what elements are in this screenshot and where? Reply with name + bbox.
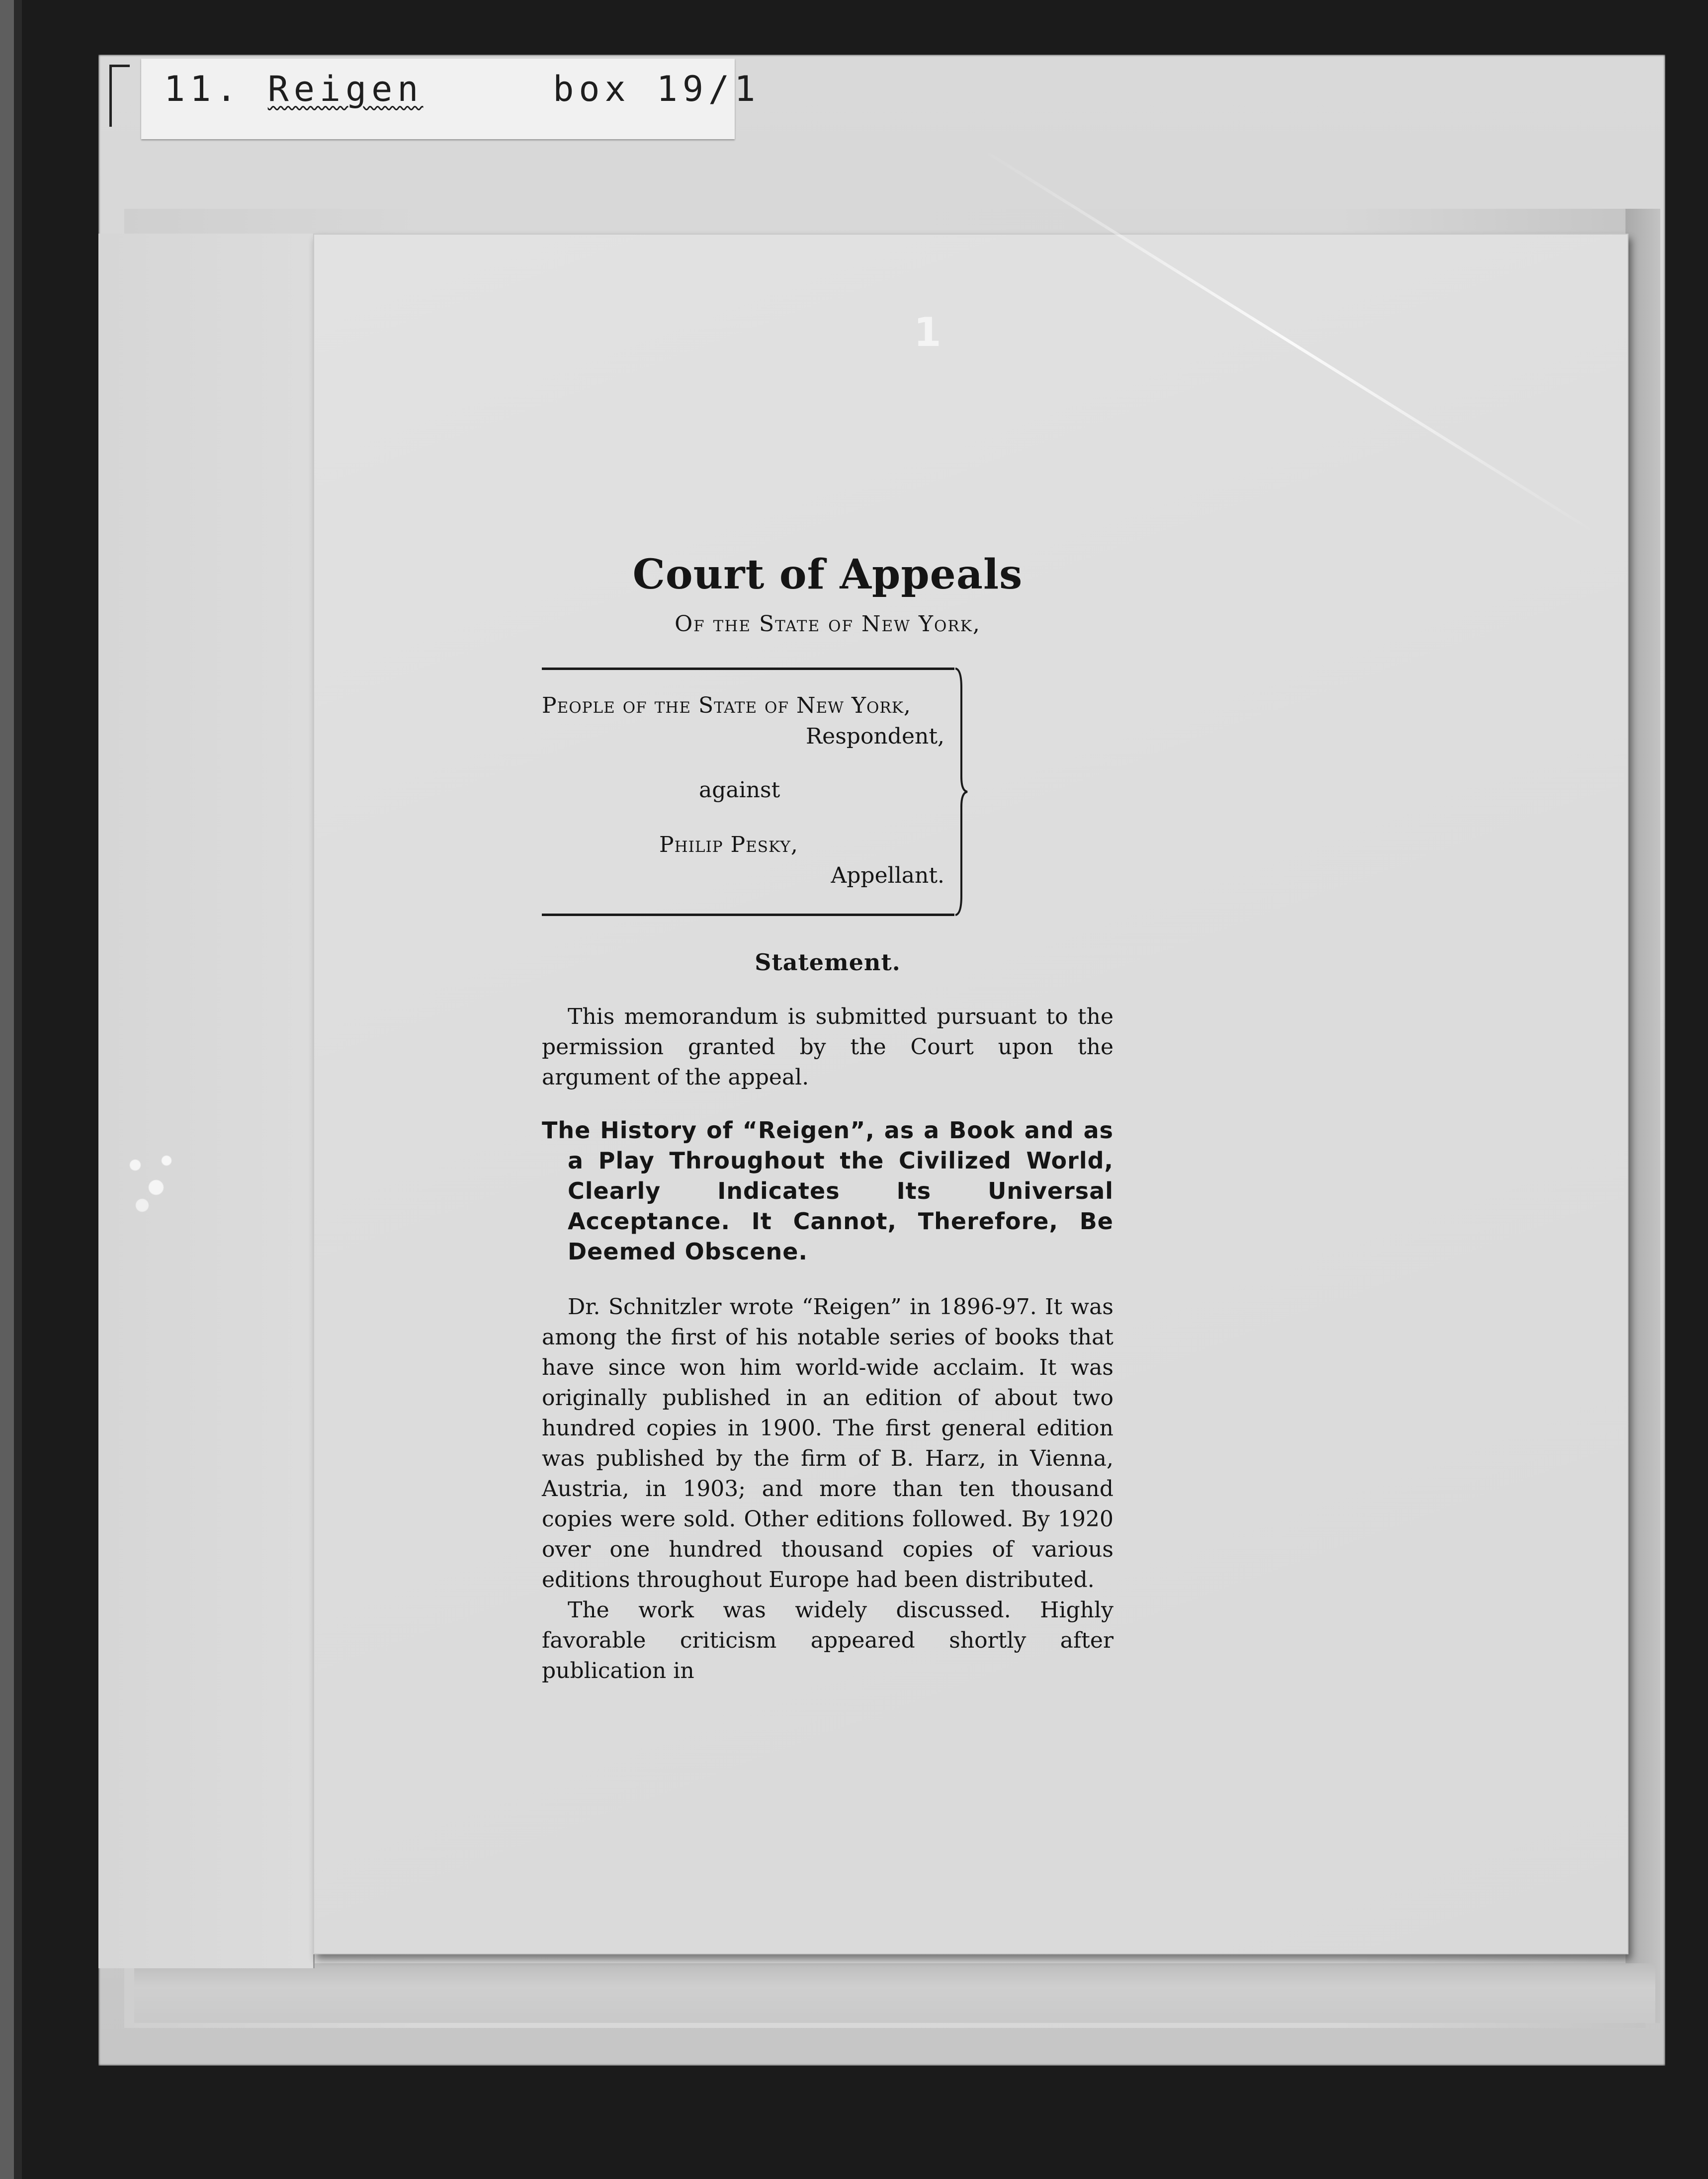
state-subtitle: Of the State of New York, (675, 611, 981, 637)
folder-label (164, 69, 760, 109)
underlying-sheet-edge (98, 234, 315, 1968)
label-title: Reigen (267, 69, 424, 109)
court-title: Court of Appeals (632, 551, 1023, 598)
case-caption (542, 668, 954, 916)
statement-heading: Statement. (755, 949, 901, 976)
caption-respondent: Respondent, (806, 724, 944, 749)
page-number: 1 (914, 309, 941, 355)
film-edge-left (0, 0, 14, 2179)
caption-defendant: Philip Pesky, (659, 832, 798, 857)
intro-paragraph: This memorandum is submitted pursuant to the permission granted by the Court upon the argument of the appeal. (542, 1004, 1113, 1090)
caption-appellant: Appellant. (831, 863, 944, 888)
section-heading: The History of “Reigen”, as a Book and as a Play Throughout the Civilized World, Clearly Indicates Its Universal Acceptance. It Cannot, Therefore, Be Deemed Obscene. (542, 1117, 1113, 1265)
document-body (542, 532, 1113, 1686)
caption-people: People of the State of New York, (542, 693, 911, 718)
film-edge-left-dark (14, 0, 22, 2179)
label-corner-mark (109, 65, 130, 127)
label-box: box 19/1 (553, 69, 761, 109)
film-spots (114, 1138, 184, 1228)
folder-bottom-band (134, 1963, 1655, 2023)
history-paragraph: Dr. Schnitzler wrote “Reigen” in 1896-97. It was among the first of his notable series of books that have since won him world-wide acclaim. It was originally published in an edition of about two hundred copies in 1900. The first general edition was published by the firm of B. Harz, in Vienna, Austria, in 1903; and more than ten thousand copies were sold. Other editions followed. By 1920 over one hundred thousand copies of various editions throughout Europe had been distributed. (542, 1294, 1113, 1592)
folder-right-band (1625, 209, 1660, 2023)
caption-brace-icon (954, 668, 968, 916)
label-number: 11. (164, 69, 242, 109)
caption-against: against (699, 777, 780, 803)
discussion-paragraph: The work was widely discussed. Highly favorable criticism appeared shortly after publication in (542, 1597, 1113, 1683)
